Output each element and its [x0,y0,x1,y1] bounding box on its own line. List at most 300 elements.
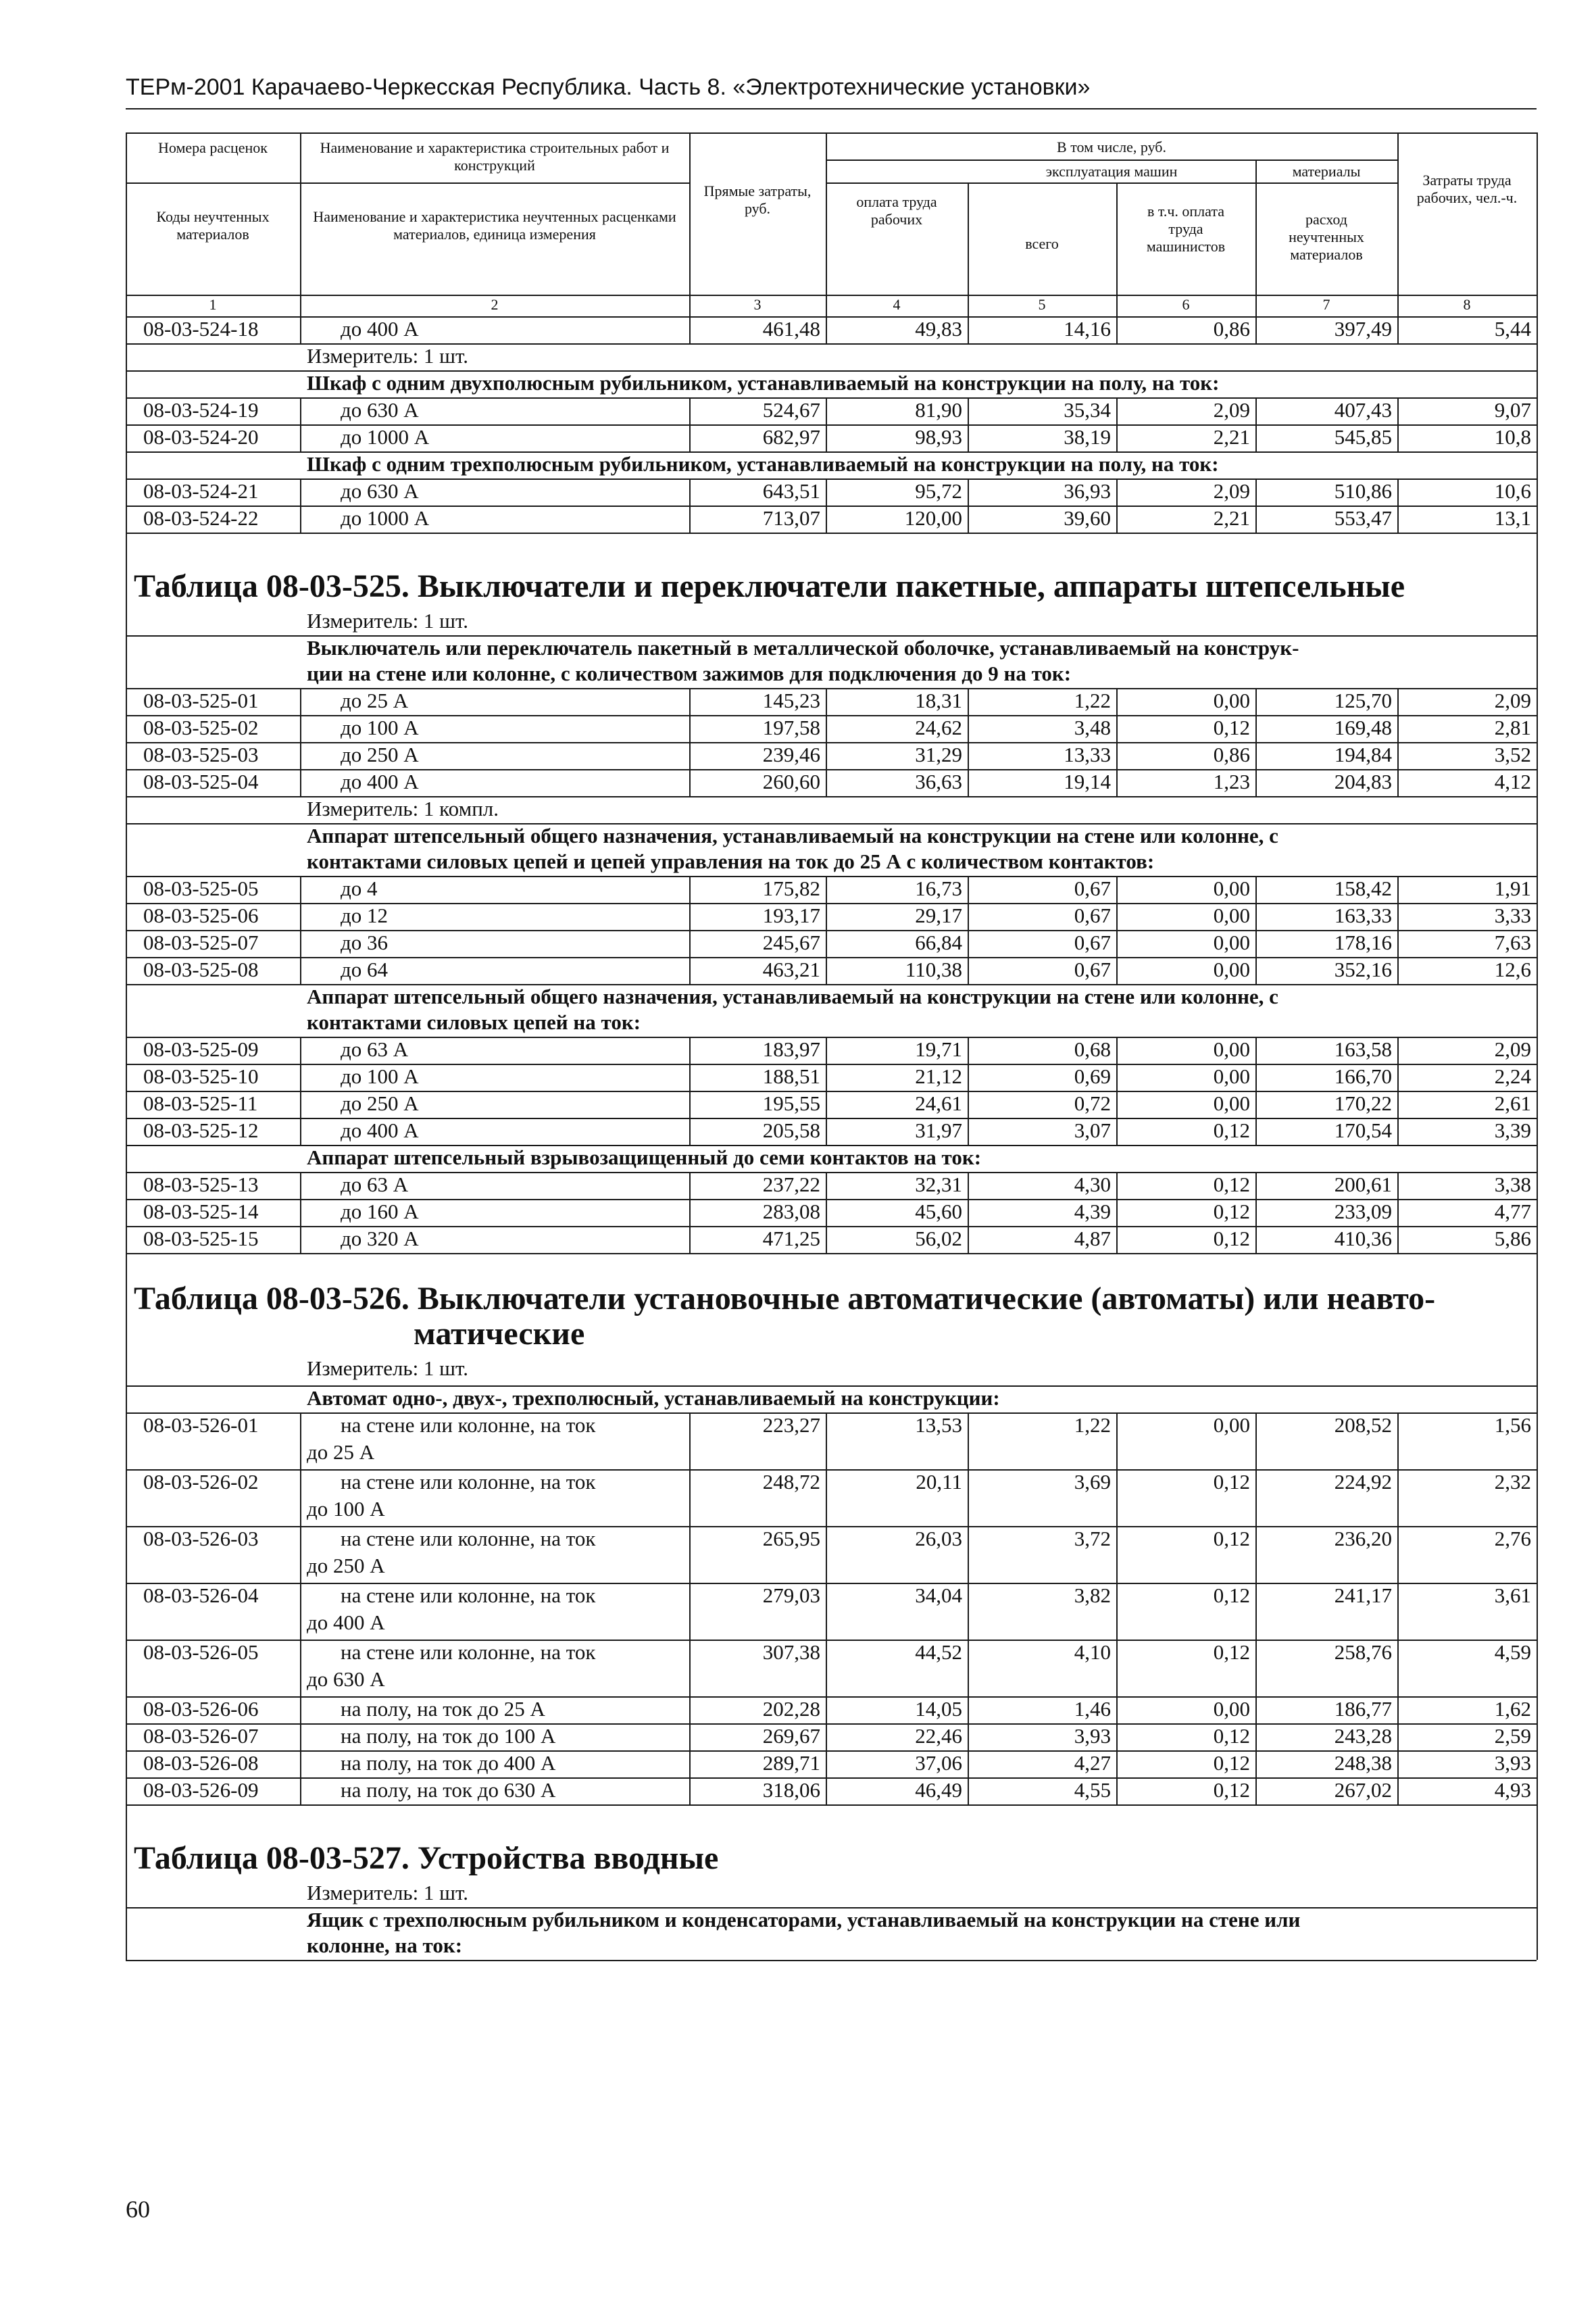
table-rule [300,1226,301,1253]
table-rule [1537,1145,1538,1172]
rate-value: 193,17 [762,904,820,927]
table-rule [300,903,301,930]
table-rule [126,1469,127,1526]
table-rule [300,506,301,533]
rate-value: 245,67 [762,931,820,954]
rate-value: 3,82 [1074,1583,1111,1607]
rate-value: 34,04 [915,1583,962,1607]
table-rule [1537,370,1538,397]
rate-value: 713,07 [762,506,820,530]
table-rule [300,1696,301,1723]
rate-value: 267,02 [1334,1778,1392,1802]
rate-value: 3,61 [1494,1583,1531,1607]
rate-value: 307,38 [762,1640,820,1664]
table-rule [1537,1412,1538,1469]
column-header-including: В том числе, руб. [1057,139,1166,155]
rate-value: 4,87 [1074,1227,1111,1250]
table-rule [126,1253,1537,1254]
rate-name: до 400 А [341,1118,419,1142]
table-rule [826,159,1397,161]
rate-value: 169,48 [1334,716,1392,739]
table-rule [1537,1880,1538,1907]
rate-value: 170,22 [1334,1091,1392,1115]
rate-value: 463,21 [762,958,820,981]
table-rule [126,742,127,769]
rate-value: 0,00 [1213,1091,1250,1115]
rate-value: 553,47 [1334,506,1392,530]
table-rule [300,424,301,451]
table-rule [126,876,127,903]
table-rule [1537,796,1538,823]
header-rule [126,108,1537,109]
rate-value: 3,39 [1494,1118,1531,1142]
table-rule [1537,1907,1538,1960]
rate-value: 265,95 [762,1527,820,1550]
rate-value: 4,27 [1074,1751,1111,1775]
rate-name: на полу, на ток до 400 А [341,1751,556,1775]
table-rule [1537,823,1538,876]
table-rule [126,769,127,796]
table-rule [826,132,827,316]
rate-code: 08-03-525-09 [143,1037,259,1061]
table-rule [1537,1199,1538,1226]
group-heading: Выключатель или переключатель пакетный в металлической оболочке, устанавливаемый на конструк- [307,636,1299,660]
rate-name: до 250 А [341,743,419,766]
table-rule [126,506,127,533]
table-rule [1537,397,1538,424]
rate-value: 1,23 [1213,770,1250,793]
rate-value: 186,77 [1334,1697,1392,1721]
rate-value: 3,72 [1074,1527,1111,1550]
table-rule [126,1804,1537,1806]
rate-value: 4,12 [1494,770,1531,793]
rate-value: 239,46 [762,743,820,766]
table-rule [1537,1831,1538,1880]
rate-value: 81,90 [915,398,962,422]
rate-value: 2,21 [1213,506,1250,530]
rate-name: до 250 А [341,1091,419,1115]
rate-value: 4,30 [1074,1173,1111,1196]
meter-label: Измеритель: 1 шт. [307,609,469,633]
rate-value: 12,6 [1494,958,1531,981]
table-rule [126,1723,127,1750]
table-rule [1537,478,1538,506]
table-rule [1537,1118,1538,1145]
table-rule [300,876,301,903]
rate-code: 08-03-525-11 [143,1091,258,1115]
group-heading: Ящик с трехполюсным рубильником и конденсаторами, устанавливаемый на конструкции на стене или [307,1908,1301,1931]
rate-value: 31,97 [915,1118,962,1142]
table-rule [1537,1469,1538,1526]
table-rule [1537,316,1538,343]
rate-name: до 630 А [341,479,419,503]
rate-value: 166,70 [1334,1064,1392,1088]
column-number: 5 [1038,296,1046,313]
rate-value: 163,33 [1334,904,1392,927]
table-rule [300,930,301,957]
rate-value: 510,86 [1334,479,1392,503]
rate-value: 197,58 [762,716,820,739]
rate-name-cont: до 100 А [307,1497,385,1521]
table-rule [300,1172,301,1199]
rate-name: на стене или колонне, на ток [341,1470,596,1494]
rate-value: 3,93 [1074,1724,1111,1748]
rate-value: 19,71 [915,1037,962,1061]
table-rule [126,1777,127,1804]
rate-value: 46,49 [915,1778,962,1802]
group-heading: Шкаф с одним двухполюсным рубильником, устанавливаемый на конструкции на полу, на ток: [307,371,1220,395]
table-title: Таблица 08-03-525. Выключатели и переключатели пакетные, аппараты штепсельные [134,568,1405,604]
table-rule [1537,1723,1538,1750]
rate-value: 0,00 [1213,877,1250,900]
table-rule [126,823,127,876]
rate-code: 08-03-524-20 [143,425,259,449]
table-title: Таблица 08-03-526. Выключатели установочные автоматические (автоматы) или неавто- [134,1281,1436,1316]
rate-value: 0,00 [1213,689,1250,712]
rate-value: 233,09 [1334,1200,1392,1223]
rate-name: до 64 [341,958,389,981]
rate-value: 7,63 [1494,931,1531,954]
rate-value: 2,76 [1494,1527,1531,1550]
rate-name: до 400 А [341,770,419,793]
rate-value: 0,86 [1213,743,1250,766]
rate-value: 2,09 [1213,479,1250,503]
rate-value: 1,46 [1074,1697,1111,1721]
table-rule [689,132,691,316]
table-rule [1537,560,1538,608]
rate-name: до 160 А [341,1200,419,1223]
table-rule [300,957,301,984]
column-number: 7 [1322,296,1330,313]
rate-code: 08-03-525-02 [143,716,259,739]
table-title: матические [414,1316,585,1352]
rate-code: 08-03-525-03 [143,743,259,766]
table-rule [300,688,301,715]
table-rule [1537,930,1538,957]
rate-value: 32,31 [915,1173,962,1196]
table-rule [1537,451,1538,478]
table-rule [126,1583,127,1640]
rate-code: 08-03-524-19 [143,398,259,422]
rate-value: 0,00 [1213,931,1250,954]
rate-value: 188,51 [762,1064,820,1088]
group-heading: колонне, на ток: [307,1934,463,1957]
rate-name: до 25 А [341,689,409,712]
rate-value: 5,86 [1494,1227,1531,1250]
rate-code: 08-03-526-02 [143,1470,259,1494]
table-rule [1537,1272,1538,1356]
rate-value: 3,69 [1074,1470,1111,1494]
rate-value: 248,38 [1334,1751,1392,1775]
rate-value: 178,16 [1334,931,1392,954]
rate-value: 37,06 [915,1751,962,1775]
rate-code: 08-03-526-09 [143,1778,259,1802]
rate-value: 2,61 [1494,1091,1531,1115]
table-rule [300,1064,301,1091]
table-rule [1537,608,1538,635]
rate-value: 3,93 [1494,1751,1531,1775]
rate-value: 0,12 [1213,716,1250,739]
rate-value: 410,36 [1334,1227,1392,1250]
rate-value: 45,60 [915,1200,962,1223]
page-number: 60 [126,2196,150,2223]
table-rule [1537,1640,1538,1696]
rate-value: 0,00 [1213,1064,1250,1088]
rate-value: 1,22 [1074,689,1111,712]
table-rule [1537,1583,1538,1640]
rate-value: 0,12 [1213,1778,1250,1802]
rate-value: 471,25 [762,1227,820,1250]
column-header-labor: Затраты труда рабочих, чел.-ч. [1416,172,1518,206]
rate-code: 08-03-525-10 [143,1064,259,1088]
rate-code: 08-03-525-12 [143,1118,259,1142]
rate-code: 08-03-526-03 [143,1527,259,1550]
table-rule [1537,424,1538,451]
group-heading: Автомат одно-, двух-, трехполюсный, устанавливаемый на конструкции: [307,1386,1000,1410]
rate-value: 13,1 [1494,506,1531,530]
rate-value: 4,93 [1494,1778,1531,1802]
rate-value: 3,33 [1494,904,1531,927]
table-rule [1255,159,1257,316]
table-rule [126,1804,127,1831]
rate-value: 0,67 [1074,904,1111,927]
rate-value: 16,73 [915,877,962,900]
running-header: ТЕРм-2001 Карачаево-Черкесская Республика. Часть 8. «Электротехнические установки» [126,74,1091,100]
table-rule [126,957,127,984]
rate-code: 08-03-525-07 [143,931,259,954]
group-heading: Аппарат штепсельный общего назначения, устанавливаемый на конструкции на стене или колонне, с [307,824,1278,847]
rate-value: 3,38 [1494,1173,1531,1196]
table-rule [300,1640,301,1696]
rate-name: на стене или колонне, на ток [341,1640,596,1664]
table-rule [126,1226,127,1253]
rate-value: 2,21 [1213,425,1250,449]
rate-value: 243,28 [1334,1724,1392,1748]
rate-value: 0,67 [1074,877,1111,900]
table-rule [126,182,689,184]
rate-value: 0,12 [1213,1118,1250,1142]
column-header-machinist-wages: в т.ч. оплата труда машинистов [1146,203,1226,255]
table-rule [1537,343,1538,370]
rate-value: 237,22 [762,1173,820,1196]
rate-value: 145,23 [762,689,820,712]
column-number: 4 [893,296,901,313]
rate-value: 175,82 [762,877,820,900]
table-rule [126,316,127,343]
table-rule [300,1526,301,1583]
table-rule [126,1172,127,1199]
rate-value: 2,09 [1494,1037,1531,1061]
rate-code: 08-03-525-06 [143,904,259,927]
column-number: 1 [209,296,217,313]
rate-value: 407,43 [1334,398,1392,422]
table-rule [1397,132,1399,316]
table-rule [1537,1226,1538,1253]
rate-value: 3,07 [1074,1118,1111,1142]
rate-value: 0,12 [1213,1200,1250,1223]
rate-name: на стене или колонне, на ток [341,1583,596,1607]
rate-code: 08-03-525-14 [143,1200,259,1223]
table-rule [1537,688,1538,715]
table-rule [1537,769,1538,796]
rate-value: 24,61 [915,1091,962,1115]
rate-value: 0,12 [1213,1173,1250,1196]
rate-value: 170,54 [1334,1118,1392,1142]
rate-code: 08-03-524-18 [143,317,259,341]
table-rule [126,688,127,715]
table-rule [126,397,127,424]
rate-value: 38,19 [1064,425,1111,449]
rate-value: 2,59 [1494,1724,1531,1748]
rate-code: 08-03-525-13 [143,1173,259,1196]
table-rule [126,1037,127,1064]
table-rule [300,1118,301,1145]
rate-value: 125,70 [1334,689,1392,712]
column-header-total: всего [1025,235,1059,252]
rate-name: на стене или колонне, на ток [341,1413,596,1437]
table-rule [126,1526,127,1583]
table-rule [1537,715,1538,742]
table-rule [1537,1696,1538,1723]
rate-value: 682,97 [762,425,820,449]
column-number: 8 [1463,296,1471,313]
rate-code: 08-03-525-04 [143,770,259,793]
column-header-machines: эксплуатация машин [1045,163,1178,180]
rate-name: на полу, на ток до 630 А [341,1778,556,1802]
rate-name: до 630 А [341,398,419,422]
rate-value: 56,02 [915,1227,962,1250]
table-rule [300,1091,301,1118]
column-header-wages: оплата труда рабочих [856,193,937,228]
table-rule [126,796,127,823]
rate-value: 279,03 [762,1583,820,1607]
rate-code: 08-03-526-07 [143,1724,259,1748]
table-rule [1537,742,1538,769]
rate-value: 31,29 [915,743,962,766]
meter-label: Измеритель: 1 шт. [307,1881,469,1904]
rate-name: до 400 А [341,317,419,341]
rate-value: 0,69 [1074,1064,1111,1088]
group-heading: Аппарат штепсельный взрывозащищенный до семи контактов на ток: [307,1146,982,1169]
rate-value: 4,59 [1494,1640,1531,1664]
rate-value: 0,12 [1213,1583,1250,1607]
rate-value: 204,83 [1334,770,1392,793]
rate-value: 2,09 [1494,689,1531,712]
group-heading: контактами силовых цепей и цепей управления на ток до 25 А с количеством контактов: [307,850,1155,873]
table-rule [126,451,127,478]
table-rule [1537,1037,1538,1064]
rate-name: до 63 А [341,1037,409,1061]
rate-code: 08-03-526-06 [143,1697,259,1721]
rate-value: 9,07 [1494,398,1531,422]
rate-value: 14,16 [1064,317,1111,341]
table-rule [300,316,301,343]
table-rule [1537,1172,1538,1199]
rate-value: 44,52 [915,1640,962,1664]
rate-value: 241,17 [1334,1583,1392,1607]
rate-value: 0,72 [1074,1091,1111,1115]
rate-value: 163,58 [1334,1037,1392,1061]
table-rule [126,608,127,635]
rate-value: 10,6 [1494,479,1531,503]
table-rule [300,478,301,506]
rate-value: 1,91 [1494,877,1531,900]
column-header-material-name: Наименование и характеристика неучтенных расценками материалов, единица измерения [313,208,676,243]
rate-value: 643,51 [762,479,820,503]
column-header-codes: Номера расценок [158,139,268,156]
rate-value: 0,12 [1213,1470,1250,1494]
rate-value: 283,08 [762,1200,820,1223]
rate-value: 289,71 [762,1751,820,1775]
rate-value: 200,61 [1334,1173,1392,1196]
rate-value: 0,12 [1213,1751,1250,1775]
rate-name: до 4 [341,877,378,900]
table-rule [300,1777,301,1804]
table-rule [1537,1804,1538,1831]
table-rule [1537,957,1538,984]
rate-value: 0,00 [1213,1697,1250,1721]
table-rule [300,397,301,424]
table-rule [126,1412,127,1469]
rate-value: 0,00 [1213,904,1250,927]
rate-code: 08-03-524-21 [143,479,259,503]
table-rule [126,343,127,370]
rate-value: 10,8 [1494,425,1531,449]
rate-value: 14,05 [915,1697,962,1721]
table-rule [826,182,1397,184]
table-rule [1537,1253,1538,1272]
rate-value: 26,03 [915,1527,962,1550]
rate-value: 223,27 [762,1413,820,1437]
rate-name: до 36 [341,931,389,954]
rate-value: 208,52 [1334,1413,1392,1437]
table-rule [126,560,127,608]
rate-value: 110,38 [905,958,962,981]
rate-value: 66,84 [915,931,962,954]
table-rule [1537,533,1538,560]
table-rule [300,1750,301,1777]
rate-value: 202,28 [762,1697,820,1721]
rate-name: до 1000 А [341,506,430,530]
rate-value: 29,17 [915,904,962,927]
table-rule [126,1696,127,1723]
rate-code: 08-03-526-01 [143,1413,259,1437]
table-rule [126,533,127,560]
rate-value: 397,49 [1334,317,1392,341]
rate-value: 36,63 [915,770,962,793]
table-rule [1537,1356,1538,1385]
rate-value: 2,81 [1494,716,1531,739]
table-rule [126,1907,127,1960]
rate-value: 183,97 [762,1037,820,1061]
rate-code: 08-03-525-15 [143,1227,259,1250]
table-rule [126,715,127,742]
rate-value: 158,42 [1334,877,1392,900]
table-rule [126,1091,127,1118]
rate-value: 22,46 [915,1724,962,1748]
rate-value: 4,10 [1074,1640,1111,1664]
rate-code: 08-03-526-04 [143,1583,259,1607]
table-rule [1537,1091,1538,1118]
table-title: Таблица 08-03-527. Устройства вводные [134,1840,719,1876]
table-rule [126,1750,127,1777]
rate-value: 4,55 [1074,1778,1111,1802]
meter-label: Измеритель: 1 шт. [307,1356,469,1380]
table-rule [1537,1385,1538,1412]
rate-value: 24,62 [915,716,962,739]
meter-label: Измеритель: 1 шт. [307,344,469,368]
rate-code: 08-03-526-05 [143,1640,259,1664]
